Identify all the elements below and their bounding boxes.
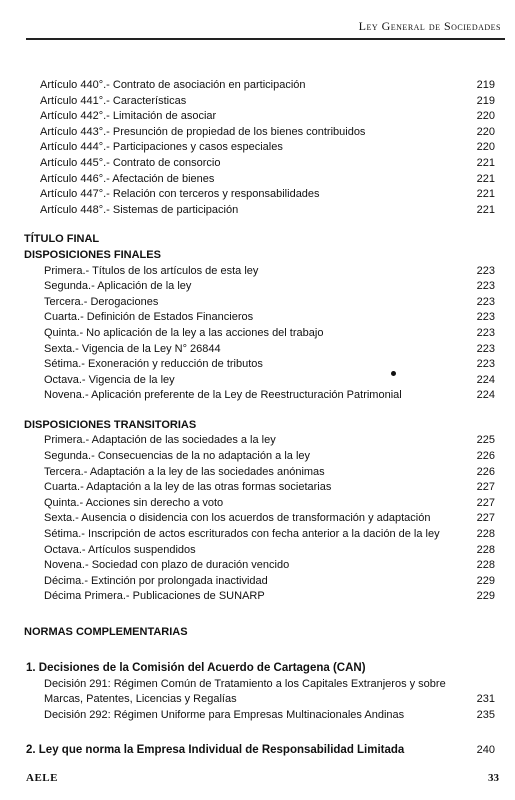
entry-label: Sétima.- Exoneración y reducción de tributos — [44, 358, 263, 371]
toc-entry-decision-292 — [0, 708, 515, 724]
entry-label: Sexta.- Vigencia de la Ley N° 26844 — [44, 342, 221, 355]
entry-label: Novena.- Aplicación preferente de la Ley de Reestructuración Patrimonial — [44, 389, 402, 402]
toc-entry-art441 — [0, 94, 515, 110]
entry-page: 229 — [476, 590, 495, 603]
toc-entry — [0, 342, 515, 358]
entry-page: 226 — [476, 450, 495, 463]
toc-entry — [0, 480, 515, 496]
toc-entry — [0, 264, 515, 280]
entry-page: 220 — [476, 125, 495, 138]
page-header — [0, 0, 515, 42]
section-2-title: 2. Ley que norma la Empresa Individual de Responsabilidad Limitada 240 — [0, 743, 515, 759]
entry-label: Segunda.- Aplicación de la ley — [44, 280, 192, 293]
entry-page: 228 — [476, 528, 495, 541]
entry-label: Octava.- Artículos suspendidos — [44, 543, 196, 556]
entry-page: 228 — [476, 559, 495, 572]
entry-label: Octava.- Vigencia de la ley — [44, 373, 175, 386]
entry-page: 227 — [476, 496, 495, 509]
entry-page: 223 — [476, 295, 495, 308]
entry-label: Quinta.- No aplicación de la ley a las acciones del trabajo — [44, 326, 324, 339]
running-title: Ley General de Sociedades — [358, 19, 501, 33]
entry-label: Cuarta.- Definición de Estados Financieros — [44, 311, 254, 324]
entry-label: Artículo 444°.- Participaciones y casos especiales — [40, 141, 283, 154]
entry-page: 224 — [476, 373, 495, 386]
toc-entry-art448 — [0, 203, 515, 219]
entry-page: 223 — [476, 280, 495, 293]
entry-label: Artículo 441°.- Características — [40, 94, 187, 107]
entry-page: 221 — [476, 203, 495, 216]
entry-label: Sexta.- Ausencia o disidencia con los acuerdos de transformación y adaptación — [44, 512, 431, 525]
disposiciones-finales-list — [0, 264, 515, 404]
page-number: 33 — [488, 772, 499, 784]
entry-label: Artículo 448°.- Sistemas de participación — [40, 203, 239, 216]
toc-entry — [0, 373, 515, 389]
entry-page: 223 — [476, 326, 495, 339]
entry-page: 221 — [476, 172, 495, 185]
toc-entry — [0, 511, 515, 527]
header-rule — [26, 38, 505, 40]
toc-entry-art440 — [0, 78, 515, 94]
entry-label: Quinta.- Acciones sin derecho a voto — [44, 496, 224, 509]
entry-page: 240 — [476, 744, 495, 757]
entry-page: 227 — [476, 481, 495, 494]
entry-label: Decisión 292: Régimen Uniforme para Empresas Multinacionales Andinas — [44, 708, 405, 721]
toc-entry — [0, 558, 515, 574]
entry-label: Primera.- Adaptación de las sociedades a la ley — [44, 434, 276, 447]
toc-entry — [0, 433, 515, 449]
entry-page: 229 — [476, 574, 495, 587]
entry-label: Primera.- Títulos de los artículos de esta ley — [44, 264, 259, 277]
entry-page: 223 — [476, 358, 495, 371]
toc-entry — [0, 388, 515, 404]
toc-entry-art443 — [0, 125, 515, 141]
articles-list — [0, 78, 515, 218]
entry-label: Artículo 442°.- Limitación de asociar — [40, 110, 217, 123]
toc-entry — [0, 527, 515, 543]
toc-entry — [0, 543, 515, 559]
toc-entry — [0, 326, 515, 342]
toc-entry — [0, 589, 515, 605]
entry-page: 227 — [476, 512, 495, 525]
entry-page: 221 — [476, 188, 495, 201]
toc-entry — [0, 357, 515, 373]
entry-page: 220 — [476, 141, 495, 154]
normas-complementarias-heading: NORMAS COMPLEMENTARIAS — [24, 626, 188, 638]
disposiciones-transitorias-list — [0, 433, 515, 605]
entry-page: 231 — [476, 693, 495, 706]
entry-page: 221 — [476, 156, 495, 169]
entry-page: 223 — [476, 311, 495, 324]
entry-label: Decisión 291: Régimen Común de Tratamiento a los Capitales Extranjeros y sobre Marcas, Patentes, Licencias y Regalías — [44, 677, 446, 706]
toc-entry — [0, 496, 515, 512]
entry-page: 223 — [476, 264, 495, 277]
entry-label: Artículo 446°.- Afectación de bienes — [40, 172, 215, 185]
toc-entry — [0, 310, 515, 326]
entry-page: 223 — [476, 342, 495, 355]
entry-label: Segunda.- Consecuencias de la no adaptación a la ley — [44, 450, 311, 463]
toc-entry-art442 — [0, 109, 515, 125]
entry-page: 226 — [476, 465, 495, 478]
entry-page: 219 — [476, 79, 495, 91]
toc-entry — [0, 279, 515, 295]
entry-page: 220 — [476, 110, 495, 123]
toc-entry-art444 — [0, 140, 515, 156]
toc-entry — [0, 449, 515, 465]
publisher-mark: AELE — [26, 772, 58, 784]
toc-entry-decision-291 — [0, 677, 515, 708]
entry-label: Sétima.- Inscripción de actos escriturados con fecha anterior a la dación de la ley — [44, 528, 440, 541]
entry-page: 219 — [476, 94, 495, 107]
entry-page: 235 — [476, 708, 495, 721]
ink-speck — [391, 371, 396, 376]
table-of-contents — [0, 78, 515, 759]
toc-entry — [0, 295, 515, 311]
toc-entry-art447 — [0, 187, 515, 203]
disposiciones-finales-heading: DISPOSICIONES FINALES — [24, 248, 161, 261]
entry-label: Artículo 443°.- Presunción de propiedad de los bienes contribuidos — [40, 125, 366, 138]
toc-entry-art446 — [0, 172, 515, 188]
titulo-final-heading: TÍTULO FINAL — [24, 233, 100, 246]
toc-entry-art445 — [0, 156, 515, 172]
toc-entry — [0, 574, 515, 590]
entry-label: Cuarta.- Adaptación a la ley de las otras formas societarias — [44, 481, 332, 494]
entry-label: Décima.- Extinción por prolongada inactividad — [44, 574, 268, 587]
entry-label: Artículo 440°.- Contrato de asociación en participación — [40, 79, 306, 91]
entry-label: Décima Primera.- Publicaciones de SUNARP — [44, 590, 265, 603]
entry-label: Tercera.- Adaptación a la ley de las sociedades anónimas — [44, 465, 325, 478]
entry-page: 228 — [476, 543, 495, 556]
entry-label: Artículo 445°.- Contrato de consorcio — [40, 156, 221, 169]
entry-label: Tercera.- Derogaciones — [44, 295, 159, 308]
toc-entry — [0, 465, 515, 481]
entry-label: Artículo 447°.- Relación con terceros y responsabilidades — [40, 188, 320, 201]
disposiciones-transitorias-heading: DISPOSICIONES TRANSITORIAS — [24, 418, 197, 431]
entry-page: 224 — [476, 389, 495, 402]
entry-label: Novena.- Sociedad con plazo de duración vencido — [44, 559, 290, 572]
section-1-title: 1. Decisiones de la Comisión del Acuerdo de Cartagena (CAN) — [26, 661, 366, 674]
entry-page: 225 — [476, 434, 495, 447]
